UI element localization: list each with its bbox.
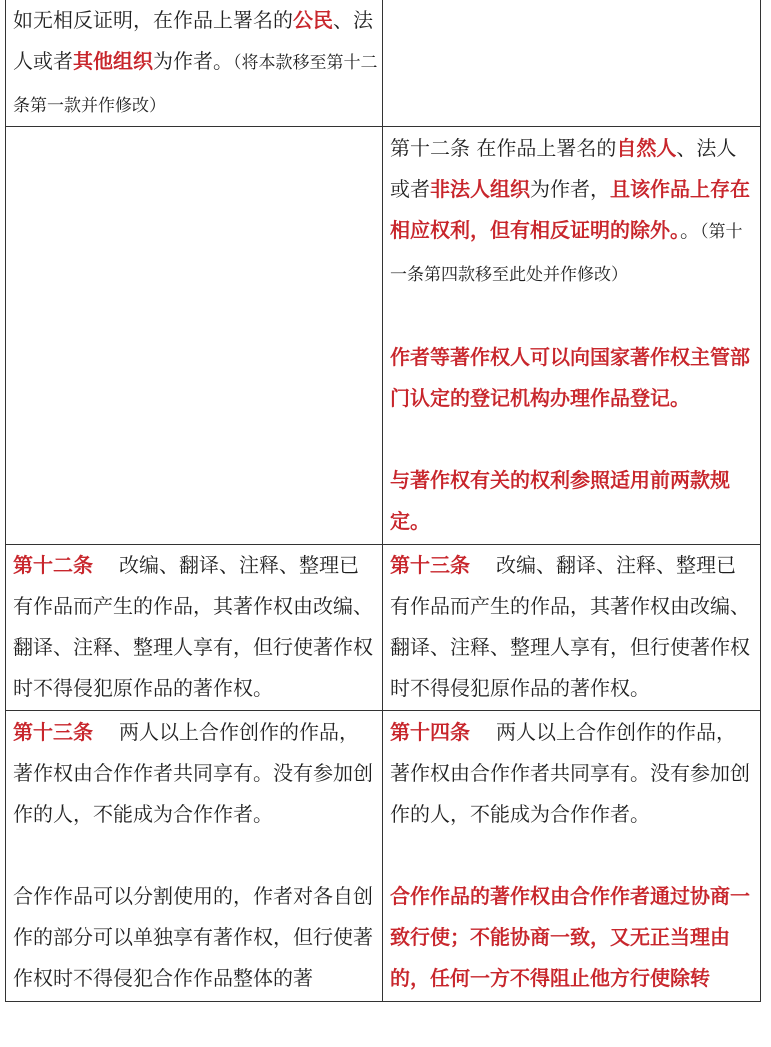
article-paragraph: 第十二条 改编、翻译、注释、整理已有作品而产生的作品，其著作权由改编、翻译、注释、整理人享有，但行使著作权时不得侵犯原作品的著作权。 <box>13 553 373 700</box>
highlight-term: 自然人 <box>616 136 677 160</box>
article-label: 第十三条 <box>390 553 470 577</box>
article-12-paragraph: 第十二条 在作品上署名的自然人、法人或者非法人组织为作者，且该作品上存在相应权利，但有相反证明的除外。。（第十一条第四款移至此处并作修改） <box>390 136 750 285</box>
row2-right-cell <box>390 128 755 542</box>
row-divider <box>5 710 761 711</box>
edit-note: （将本款移至第十二条第一款并作修改） <box>13 53 378 116</box>
highlight-term: 非法人组织 <box>430 177 530 201</box>
highlight-term: 公民 <box>293 8 333 32</box>
table-border-right <box>760 0 761 1002</box>
table-border-left <box>5 0 6 1002</box>
new-paragraph-related-rights: 与著作权有关的权利参照适用前两款规定。 <box>390 468 730 533</box>
article-paragraph-2: 合作作品可以分割使用的，作者对各自创作的部分可以单独享有著作权，但行使著作权时不得侵犯合作作品整体的著 <box>13 884 373 990</box>
row3-right-cell <box>390 545 755 709</box>
row4-left-cell <box>13 712 378 999</box>
article-label: 第十二条 <box>13 553 93 577</box>
new-paragraph-registration: 作者等著作权人可以向国家著作权主管部门认定的登记机构办理作品登记。 <box>390 345 750 410</box>
article-paragraph-2: 合作作品的著作权由合作作者通过协商一致行使；不能协商一致，又无正当理由的，任何一方不得阻止他方行使除转 <box>390 884 750 990</box>
row1-left-cell <box>13 0 378 127</box>
article-label: 第十三条 <box>13 720 93 744</box>
table-border-bottom <box>5 1001 761 1002</box>
article-paragraph: 第十四条 两人以上合作创作的作品，著作权由合作作者共同享有。没有参加创作的人，不能成为合作作者。 <box>390 720 750 826</box>
table-column-divider <box>382 0 383 1002</box>
edit-note: （第十一条第四款移至此处并作修改） <box>390 222 743 285</box>
row1-left-paragraph: 如无相反证明，在作品上署名的公民、法人或者其他组织为作者。（将本款移至第十二条第一款并作修改） <box>13 8 378 116</box>
article-paragraph: 第十三条 两人以上合作创作的作品，著作权由合作作者共同享有。没有参加创作的人，不能成为合作作者。 <box>13 720 373 826</box>
article-paragraph: 第十三条 改编、翻译、注释、整理已有作品而产生的作品，其著作权由改编、翻译、注释、整理人享有，但行使著作权时不得侵犯原作品的著作权。 <box>390 553 750 700</box>
highlight-clause: 且该作品上存在相应权利，但有相反证明的除外。 <box>390 177 750 242</box>
article-label: 第十四条 <box>390 720 470 744</box>
row4-right-cell <box>390 712 755 999</box>
highlight-term: 其他组织 <box>73 49 153 73</box>
row3-left-cell <box>13 545 378 709</box>
